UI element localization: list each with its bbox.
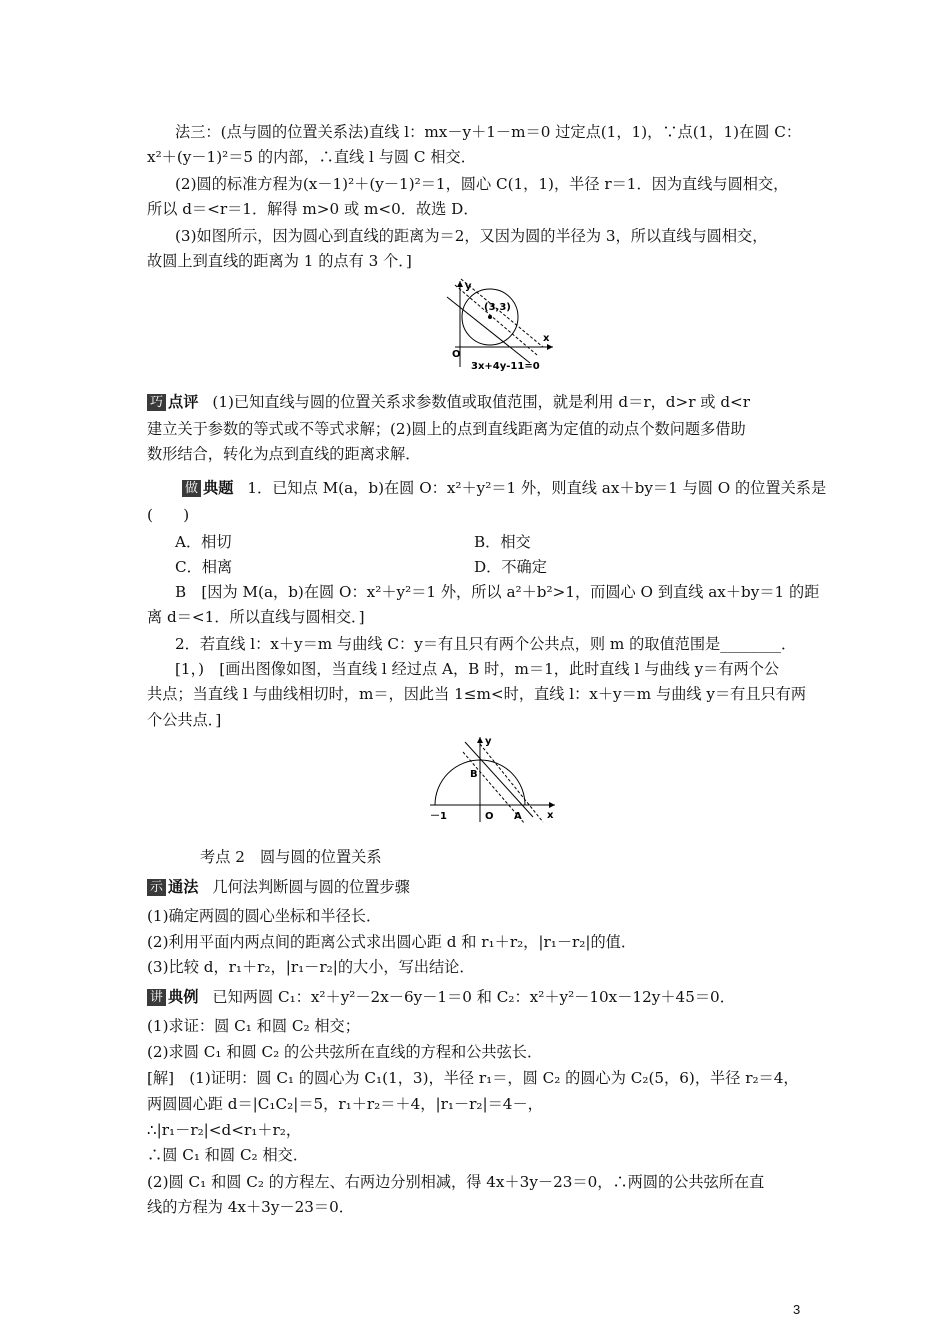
text-line: 个公共点．]: [147, 711, 222, 729]
text-line: 共点；当直线 l 与曲线相切时，m＝，因此当 1≤m<时，直线 l：x＋y＝m 与曲线 y＝有且只有两: [147, 685, 807, 703]
tag-title: 点评: [168, 393, 199, 411]
option-c: C．相离: [175, 558, 233, 576]
x-axis-arrow: [547, 344, 553, 350]
circle-line-figure: [425, 275, 560, 375]
step: (3)比较 d，r₁＋r₂，|r₁－r₂|的大小，写出结论．: [147, 958, 475, 976]
text-line: (3)如图所示，因为圆心到直线的距离为＝2，又因为圆的半径为 3，所以直线与圆相交，: [175, 227, 768, 245]
minus-one-label: －1: [430, 811, 447, 822]
text-line: 故圆上到直线的距离为 1 的点有 3 个．]: [147, 252, 412, 270]
step: (2)利用平面内两点间的距离公式求出圆心距 d 和 r₁＋r₂，|r₁－r₂|的值．: [147, 933, 637, 951]
origin-label: O: [485, 811, 494, 822]
point-a-label: A: [514, 811, 522, 822]
solution-line: 线的方程为 4x＋3y－23＝0．: [147, 1198, 354, 1216]
diantin-line: [182, 478, 826, 498]
tag-badge: 巧: [147, 394, 166, 411]
dianping-line: [147, 392, 750, 412]
text-line: 2．若直线 l：x＋y＝m 与曲线 C：y＝有且只有两个公共点，则 m 的取值范围是________．: [175, 635, 797, 653]
text-line: (2)圆的标准方程为(x－1)²＋(y－1)²＝1，圆心 C(1，1)，半径 r＝1．因为直线与圆相交，: [175, 175, 789, 193]
text-line: [1，) [画出图像如图，当直线 l 经过点 A，B 时，m＝1，此时直线 l 与曲线 y＝有两个公: [175, 660, 780, 678]
text-line: x²＋(y－1)²＝5 的内部，∴直线 l 与圆 C 相交．: [147, 148, 476, 166]
tag-badge: 做: [182, 480, 201, 497]
solution-line: 两圆圆心距 d＝|C₁C₂|＝5，r₁＋r₂＝＋4，|r₁－r₂|＝4－，: [147, 1095, 543, 1113]
text-line: 建立关于参数的等式或不等式求解；(2)圆上的点到直线距离为定值的动点个数问题多借助: [147, 420, 746, 438]
origin-label: O: [452, 349, 461, 360]
center-label: (3,3): [484, 302, 511, 313]
x-label: x: [543, 333, 550, 344]
y-axis-arrow: [477, 737, 483, 743]
option-b: B．相交: [474, 533, 531, 551]
dashed-line-2: [461, 279, 543, 347]
tag-badge: 讲: [147, 989, 166, 1006]
tag-badge: 示: [147, 879, 166, 896]
page-number: 3: [793, 1302, 801, 1317]
x-label: x: [547, 810, 554, 821]
tag-title: 典题: [203, 479, 234, 497]
semicircle-figure: [425, 732, 560, 827]
y-axis-arrow: [457, 281, 463, 287]
y-label: y: [485, 736, 492, 747]
text-line: 法三：(点与圆的位置关系法)直线 l：mx－y＋1－m＝0 过定点(1，1)，∵点(1，1)在圆 C：: [175, 123, 802, 141]
step: (1)确定两圆的圆心坐标和半径长．: [147, 907, 382, 925]
tongfa-subtitle: 几何法判断圆与圆的位置步骤: [212, 878, 410, 896]
tag-title: 典例: [168, 988, 199, 1006]
tongfa-line: [147, 877, 410, 897]
solution-line: [解] (1)证明：圆 C₁ 的圆心为 C₁(1，3)，半径 r₁＝，圆 C₂ 的圆心为 C₂(5，6)，半径 r₂＝4，: [147, 1069, 799, 1087]
section-heading: 考点 2 圆与圆的位置关系: [200, 848, 382, 866]
option-a: A．相切: [175, 533, 232, 551]
x-axis-arrow: [549, 802, 555, 808]
point-b-label: B: [470, 769, 478, 780]
solution-line: (2)圆 C₁ 和圆 C₂ 的方程左、右两边分别相减，得 4x＋3y－23＝0，∴两圆的公共弦所在直: [147, 1173, 765, 1191]
text-line: 所以 d＝<r＝1．解得 m>0 或 m<0．故选 D．: [147, 200, 479, 218]
dianli-line: [147, 987, 735, 1007]
question: (1)求证：圆 C₁ 和圆 C₂ 相交；: [147, 1017, 360, 1035]
solution-line: ∴圆 C₁ 和圆 C₂ 相交．: [147, 1146, 309, 1164]
solution-line: ∴|r₁－r₂|<d<r₁＋r₂，: [147, 1121, 302, 1139]
text-line: 离 d＝<1．所以直线与圆相交．]: [147, 608, 365, 626]
tag-title: 通法: [168, 878, 199, 896]
text-line: 1．已知点 M(a，b)在圆 O：x²＋y²＝1 外，则直线 ax＋by＝1 与圆 O 的位置关系是: [247, 479, 827, 497]
line-label: 3x+4y-11=0: [471, 361, 540, 372]
text-line: ( ): [147, 506, 190, 524]
text-line: 数形结合，转化为点到直线的距离求解．: [147, 445, 421, 463]
question: (2)求圆 C₁ 和圆 C₂ 的公共弦所在直线的方程和公共弦长．: [147, 1043, 543, 1061]
example-stem: 已知两圆 C₁：x²＋y²－2x－6y－1＝0 和 C₂：x²＋y²－10x－12y＋45＝0．: [212, 988, 735, 1006]
option-d: D．不确定: [474, 558, 547, 576]
y-label: y: [465, 281, 472, 292]
text-line: (1)已知直线与圆的位置关系求参数值或取值范围，就是利用 d＝r，d>r 或 d<r: [212, 393, 751, 411]
text-line: B [因为 M(a，b)在圆 O：x²＋y²＝1 外，所以 a²＋b²>1，而圆心 O 到直线 ax＋by＝1 的距: [175, 583, 820, 601]
